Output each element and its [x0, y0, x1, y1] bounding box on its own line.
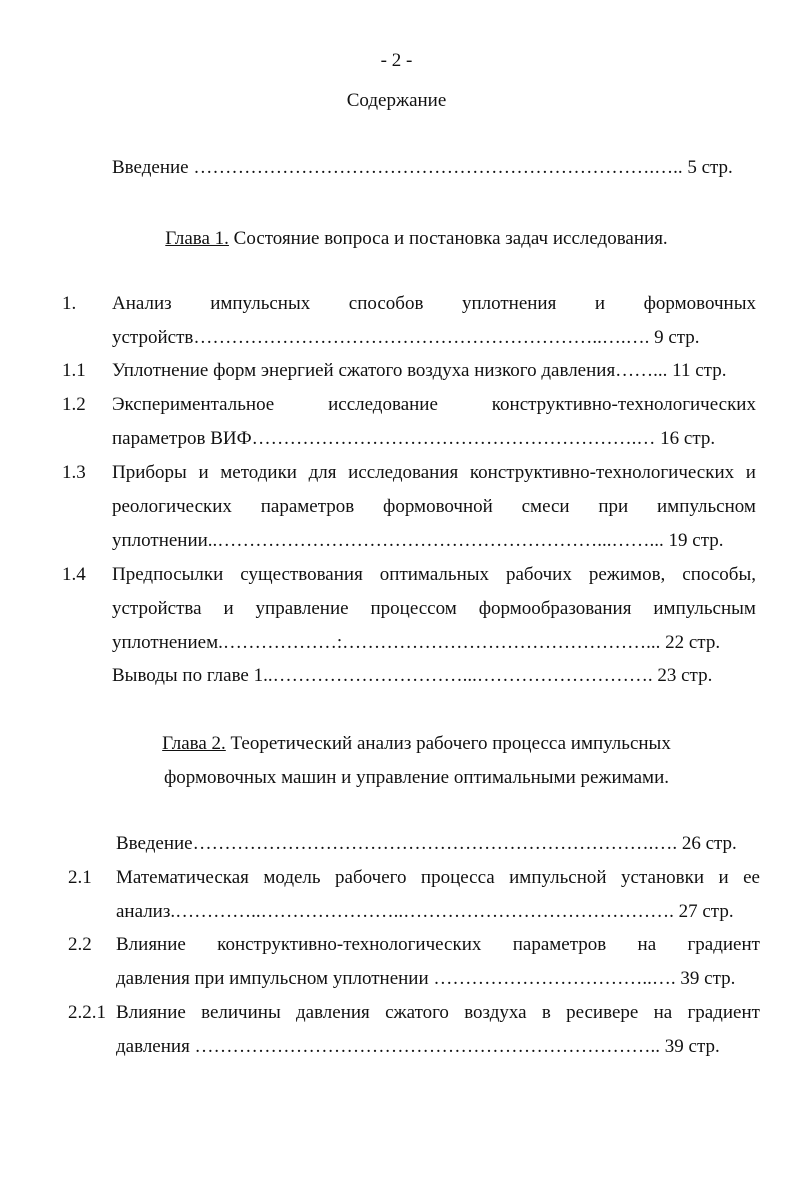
toc-item-line: Выводы по главе 1..…………………………...………………………. 23 стр.	[112, 665, 713, 686]
toc-word: устройства	[112, 598, 202, 619]
toc-word: процесса	[420, 867, 495, 888]
toc-word: оптимальных	[379, 564, 490, 585]
toc-word: формовочной	[383, 496, 493, 517]
toc-word: и	[745, 462, 756, 483]
toc-word: параметров	[260, 496, 355, 517]
toc-item-line	[112, 564, 756, 586]
toc-word: Влияние	[116, 934, 186, 955]
toc-word: рабочих	[506, 564, 572, 585]
toc-word: сжатого	[385, 1002, 449, 1023]
toc-word: в	[541, 1002, 551, 1023]
toc-word: импульсном	[657, 496, 756, 517]
toc-item-line: Уплотнение форм энергией сжатого воздуха низкого давления……... 11 стр.	[112, 360, 727, 381]
toc-word: режимов,	[588, 564, 666, 585]
toc-word: рабочего	[335, 867, 407, 888]
toc-word: воздуха	[464, 1002, 527, 1023]
toc-word: и	[223, 598, 234, 619]
toc-word: исследования	[348, 462, 459, 483]
toc-word: на	[653, 1002, 673, 1023]
toc-word: Математическая	[116, 867, 249, 888]
toc-item-line	[112, 462, 756, 484]
toc-item-line	[116, 934, 760, 956]
toc-item-line	[116, 1002, 760, 1024]
toc-word: ее	[743, 867, 760, 888]
toc-item-num: 1.	[62, 293, 77, 314]
toc-word: процессом	[370, 598, 457, 619]
toc-item-num: 1.2	[62, 394, 86, 415]
page-number: - 2 -	[380, 50, 413, 71]
toc-word: Влияние	[116, 1002, 186, 1023]
toc-item-line: анализ.…………..…………………..……………………………………. 27 стр.	[116, 901, 734, 922]
toc-item-num: 2.1	[68, 867, 92, 888]
toc-item-line: параметров ВИФ…………………………………………………….… 16 стр.	[112, 428, 716, 449]
chapter1-heading	[0, 228, 793, 250]
toc-word: конструктивно-технологических	[217, 934, 482, 955]
toc-item-line	[112, 598, 756, 620]
chapter2-title-line2: формовочных машин и управление оптимальными режимами.	[163, 767, 669, 788]
toc-word: и	[718, 867, 729, 888]
toc-item-line: Введение……………………………………………………………….…. 26 стр.	[116, 833, 737, 854]
document-title: Содержание	[346, 90, 447, 111]
toc-item-num: 2.2.1	[68, 1002, 106, 1023]
toc-word: установки	[621, 867, 704, 888]
toc-item-line	[112, 496, 756, 518]
toc-word: величины	[201, 1002, 281, 1023]
toc-word: импульсным	[653, 598, 756, 619]
toc-word: формообразования	[478, 598, 632, 619]
toc-word: исследование	[328, 394, 438, 415]
toc-item-line: устройств………………………………………………………..….…. 9 стр.	[112, 327, 700, 348]
toc-word: уплотнения	[461, 293, 557, 314]
chapter1-prefix: Глава 1.	[165, 228, 229, 249]
toc-item-num: 2.2	[68, 934, 92, 955]
toc-word: Анализ	[112, 293, 172, 314]
toc-word: на	[637, 934, 657, 955]
toc-word: для	[308, 462, 337, 483]
toc-word: способов	[348, 293, 424, 314]
toc-word: модель	[263, 867, 321, 888]
toc-word: градиент	[687, 934, 760, 955]
chapter2-heading	[0, 733, 793, 755]
toc-item-line	[116, 867, 760, 889]
toc-word: и	[594, 293, 606, 314]
toc-word: конструктивно-технологических	[491, 394, 756, 415]
toc-word: способы,	[682, 564, 756, 585]
toc-word: смеси	[521, 496, 570, 517]
toc-word: существования	[240, 564, 363, 585]
toc-word: параметров	[512, 934, 607, 955]
toc-item-line	[112, 293, 756, 315]
toc-item-num: 1.4	[62, 564, 86, 585]
toc-word: при	[598, 496, 629, 517]
toc-word: градиент	[687, 1002, 760, 1023]
toc-word: Приборы	[112, 462, 187, 483]
toc-word: и	[198, 462, 209, 483]
toc-item-line: давления ……………………………………………………………….. 39 стр.	[116, 1036, 720, 1057]
toc-word: управление	[255, 598, 349, 619]
toc-item-num: 1.3	[62, 462, 86, 483]
toc-word: формовочных	[643, 293, 756, 314]
toc-word: импульсной	[509, 867, 607, 888]
toc-word: давления	[295, 1002, 370, 1023]
toc-intro: Введение ……………………………………………………………….….. 5 стр.	[112, 157, 733, 178]
chapter2-title-line1: Теоретический анализ рабочего процесса импульсных	[230, 733, 671, 754]
toc-item-line: уплотнении..……………………………………………………...……... 19 стр.	[112, 530, 724, 551]
toc-word: реологических	[112, 496, 232, 517]
toc-word: ресивере	[566, 1002, 639, 1023]
toc-item-line: давления при импульсном уплотнении ……………………………..…. 39 стр.	[116, 968, 736, 989]
chapter2-prefix: Глава 2.	[162, 733, 226, 754]
toc-word: конструктивно-технологических	[469, 462, 735, 483]
toc-word: импульсных	[210, 293, 311, 314]
toc-item-line: уплотнением.………………:…………………………………………... 22 стр.	[112, 632, 721, 653]
toc-item-line	[112, 394, 756, 416]
toc-item-num: 1.1	[62, 360, 86, 381]
toc-word: методики	[220, 462, 297, 483]
toc-word: Предпосылки	[112, 564, 224, 585]
toc-word: Экспериментальное	[112, 394, 275, 415]
chapter1-title: Состояние вопроса и постановка задач исследования.	[233, 228, 668, 249]
